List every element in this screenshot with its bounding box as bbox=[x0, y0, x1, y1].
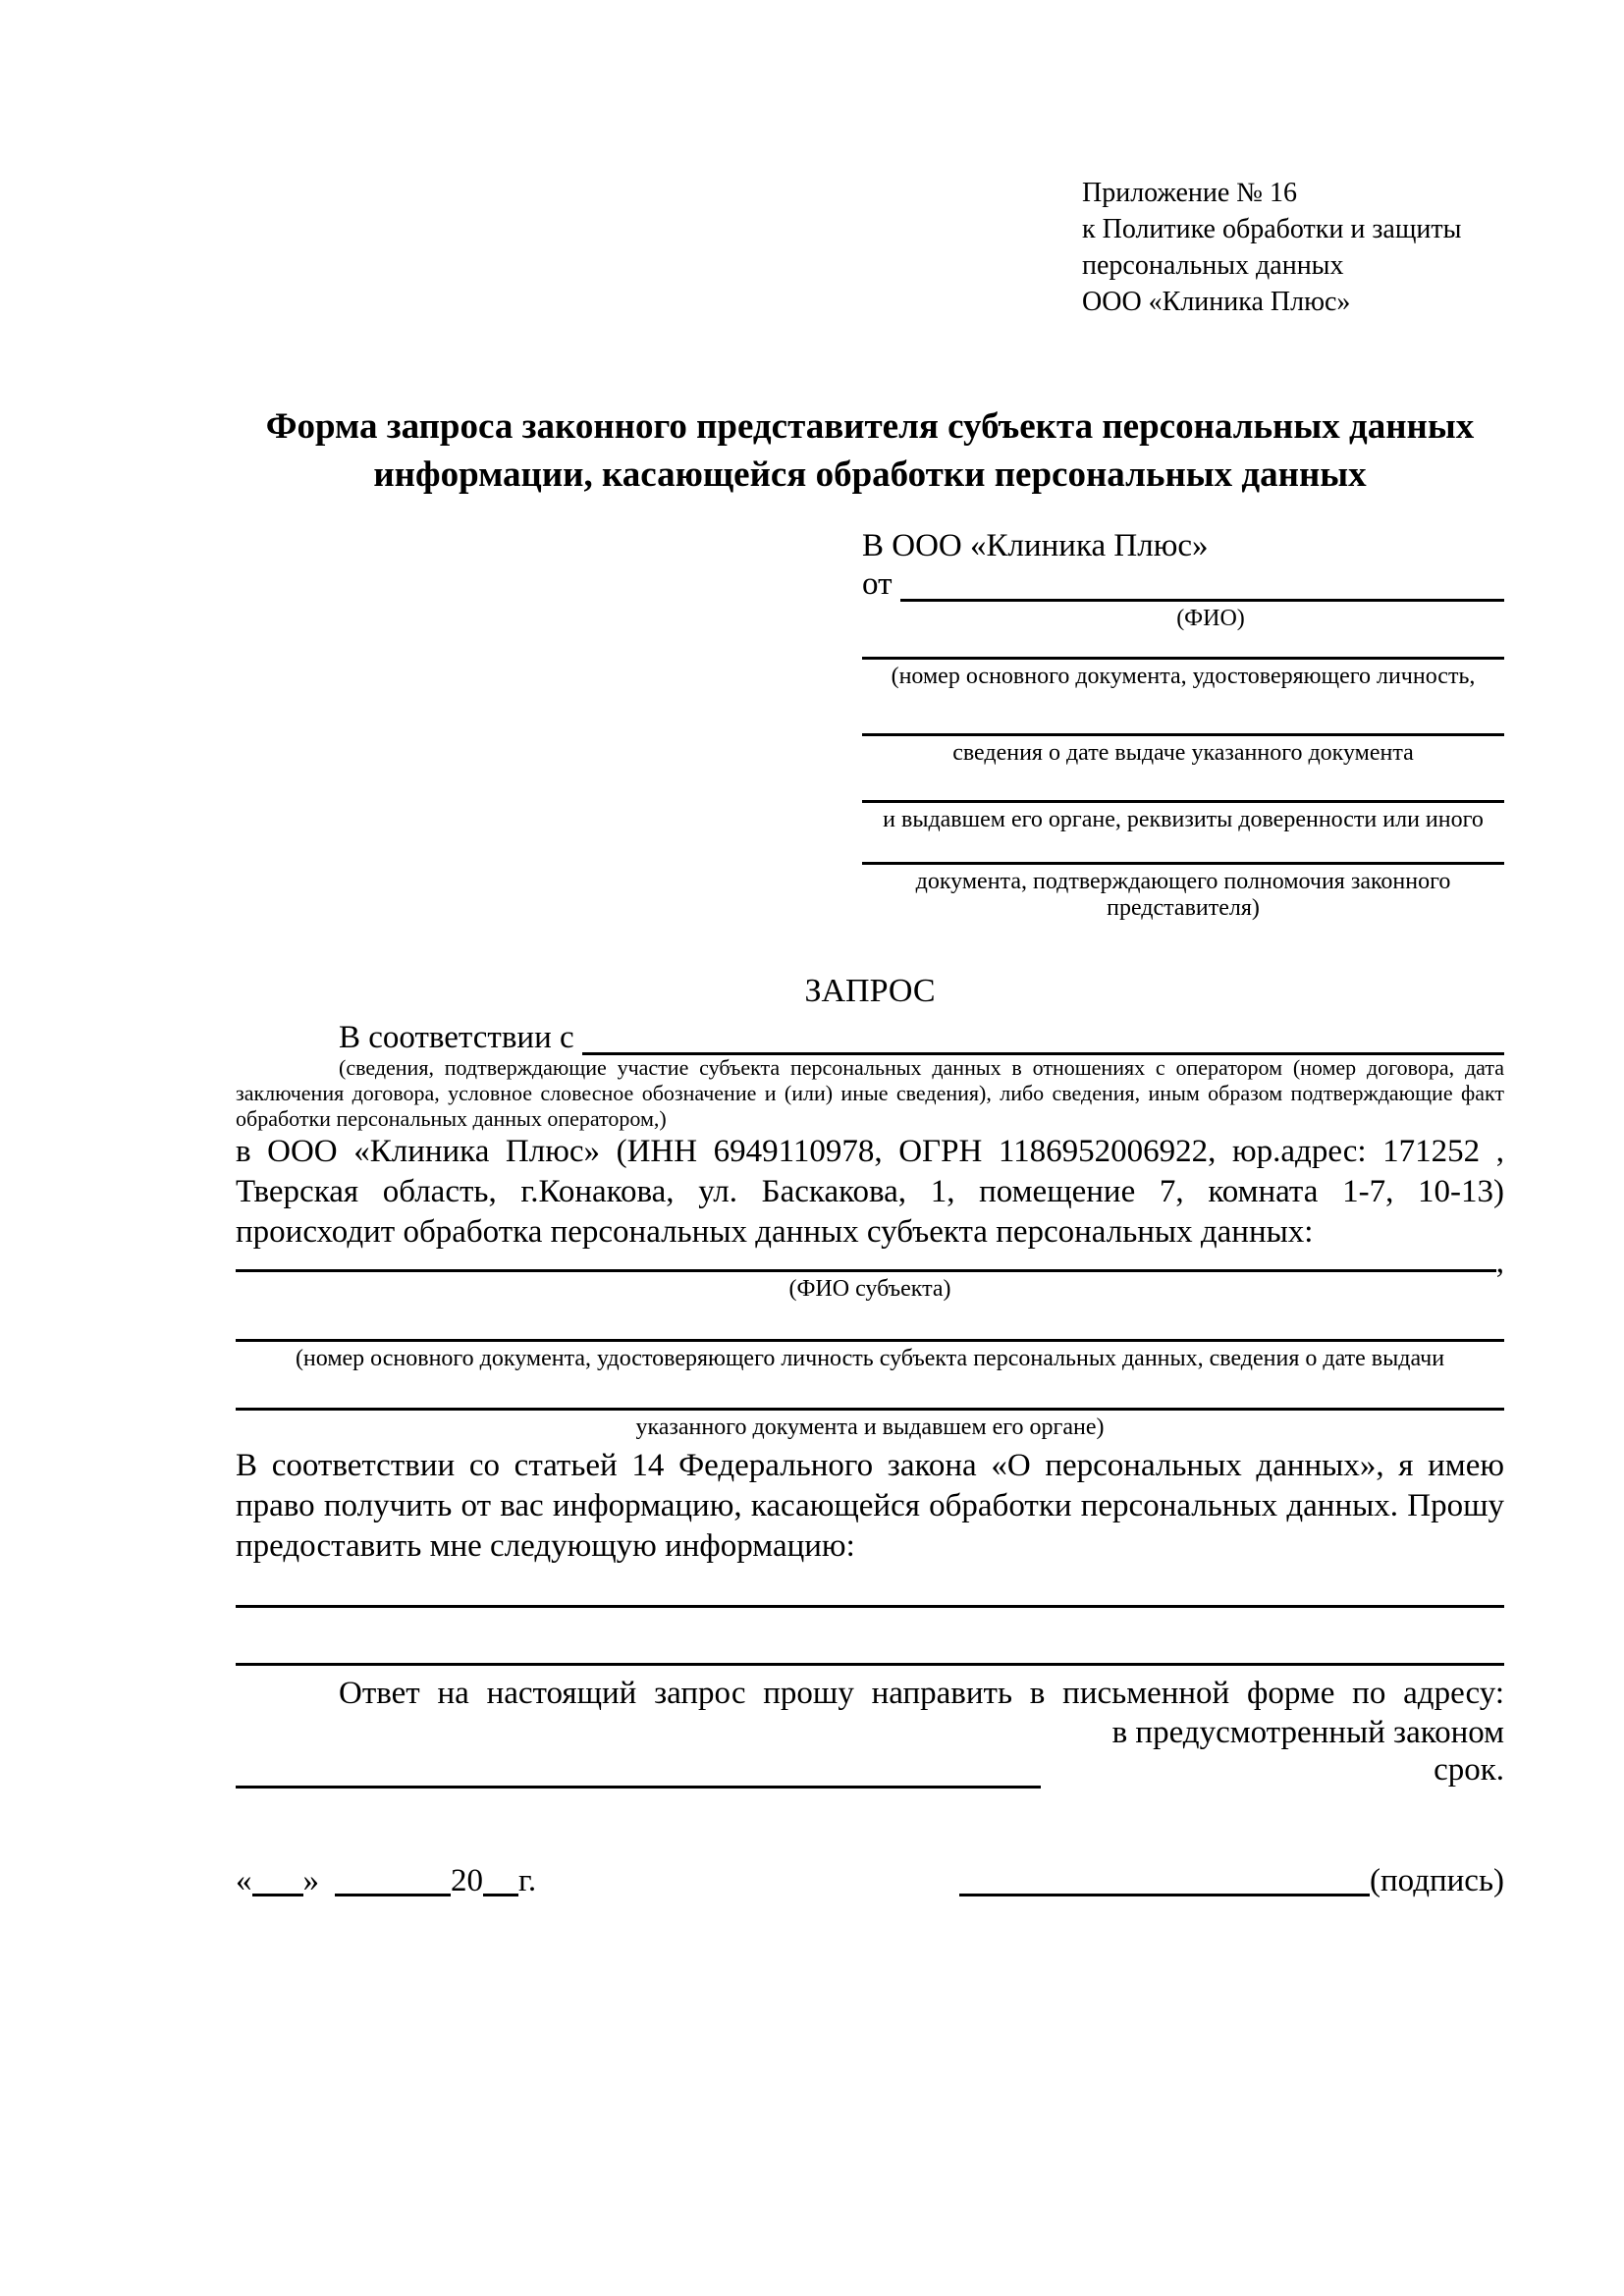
page-title-line: информации, касающейся обработки персональных данных bbox=[373, 454, 1367, 495]
fio-blank-line bbox=[900, 566, 1504, 602]
operator-paragraph-line: Тверская область, г.Конакова, ул. Баскакова, 1, помещение 7, комната 1-7, 10-13) bbox=[236, 1174, 1504, 1209]
doc-blank-pair bbox=[862, 690, 1504, 767]
from-row bbox=[862, 566, 1504, 602]
request-heading: ЗАПРОС bbox=[804, 973, 936, 1009]
doc-blank-line bbox=[862, 767, 1504, 803]
fine-print-line: (сведения, подтверждающие участие субъекта персональных данных в отношениях с оператором (номер договора, дата bbox=[339, 1055, 1504, 1080]
appendix-line: ООО «Клиника Плюс» bbox=[1082, 287, 1351, 317]
doc-blank-pair bbox=[862, 833, 1504, 922]
addressee-organization: В ООО «Клиника Плюс» bbox=[862, 528, 1209, 563]
page-title-line: Форма запроса законного представителя субъекта персональных данных bbox=[265, 406, 1475, 447]
doc-blank-line bbox=[862, 833, 1504, 865]
from-label: от bbox=[862, 566, 900, 602]
doc-blank-line bbox=[862, 631, 1504, 660]
doc-blank-pair bbox=[862, 767, 1504, 833]
subject-doc-caption: (номер основного документа, удостоверяющего личность субъекта персональных данных, сведения о дате выдачи bbox=[295, 1346, 1445, 1371]
doc-caption: (номер основного документа, удостоверяющего личность, bbox=[891, 664, 1476, 689]
reply-line: Ответ на настоящий запрос прошу направить в письменной форме по адресу: bbox=[339, 1676, 1504, 1711]
law-paragraph-line: В соответствии со статьей 14 Федерального закона «О персональных данных», я имею bbox=[236, 1448, 1504, 1483]
doc-caption: документа, подтверждающего полномочия законного представителя) bbox=[915, 869, 1451, 921]
fine-print bbox=[236, 1055, 1504, 1132]
law-paragraph-line: предоставить мне следующую информацию: bbox=[236, 1528, 855, 1564]
reply-suffix: в предусмотренный законом срок. bbox=[1111, 1715, 1504, 1788]
subject-fio-row bbox=[236, 1245, 1504, 1280]
appendix-line: персональных данных bbox=[1082, 250, 1344, 281]
operator-paragraph-line: в ООО «Клиника Плюс» (ИНН 6949110978, ОГРН 1186952006922, юр.адрес: 171252 , bbox=[236, 1134, 1504, 1169]
appendix-line: к Политике обработки и защиты bbox=[1082, 214, 1462, 244]
addressee-block bbox=[862, 526, 1504, 922]
address-blank-line bbox=[236, 1714, 1041, 1789]
appendix-block bbox=[1082, 175, 1504, 320]
law-paragraph bbox=[236, 1446, 1504, 1567]
subject-doc-blank-line bbox=[236, 1303, 1504, 1342]
appendix-line: Приложение № 16 bbox=[1082, 178, 1297, 208]
quote-close: » bbox=[302, 1863, 319, 1898]
signature-blank bbox=[959, 1864, 1370, 1896]
doc-caption: и выдавшем его органе, реквизиты доверенности или иного bbox=[883, 807, 1484, 832]
year-prefix: 20 bbox=[451, 1863, 483, 1898]
day-blank bbox=[252, 1864, 303, 1896]
year-blank bbox=[483, 1864, 518, 1896]
intro-blank-line bbox=[582, 1020, 1504, 1055]
operator-paragraph-line: происходит обработка персональных данных субъекта персональных данных: bbox=[236, 1214, 1314, 1250]
fine-print-line: заключения договора, условное словесное обозначение и (или) иные сведения), либо сведения, иным образом подтверждающие факт bbox=[236, 1081, 1504, 1105]
doc-blank-line bbox=[862, 690, 1504, 736]
subject-fio-blank-line bbox=[236, 1269, 1496, 1272]
operator-paragraph bbox=[236, 1132, 1504, 1253]
reply-address-row bbox=[236, 1714, 1504, 1789]
intro-label: В соответствии с bbox=[339, 1020, 582, 1055]
month-blank bbox=[335, 1864, 451, 1896]
subject-doc-caption: указанного документа и выдавшем его органе) bbox=[635, 1415, 1105, 1440]
law-paragraph-line: право получить от вас информацию, касающейся обработки персональных данных. Прошу bbox=[236, 1488, 1504, 1523]
answer-blank-line bbox=[236, 1608, 1504, 1666]
fine-print-line: обработки персональных данных оператором,) bbox=[236, 1106, 667, 1131]
doc-blank-pair bbox=[862, 631, 1504, 690]
year-suffix: г. bbox=[518, 1863, 537, 1898]
doc-caption: сведения о дате выдаче указанного документа bbox=[952, 740, 1414, 766]
footer-row bbox=[236, 1861, 1504, 1900]
fio-caption: (ФИО) bbox=[1176, 606, 1245, 631]
subject-doc-blank-line bbox=[236, 1372, 1504, 1411]
page-title bbox=[236, 402, 1504, 499]
trailing-comma: , bbox=[1495, 1245, 1504, 1280]
signature-caption: (подпись) bbox=[1370, 1863, 1504, 1898]
signature-group bbox=[959, 1861, 1504, 1900]
quote-open: « bbox=[236, 1863, 252, 1898]
intro-row bbox=[236, 1020, 1504, 1055]
date-group bbox=[236, 1861, 536, 1900]
answer-blank-line bbox=[236, 1567, 1504, 1608]
subject-fio-caption: (ФИО субъекта) bbox=[788, 1276, 951, 1302]
